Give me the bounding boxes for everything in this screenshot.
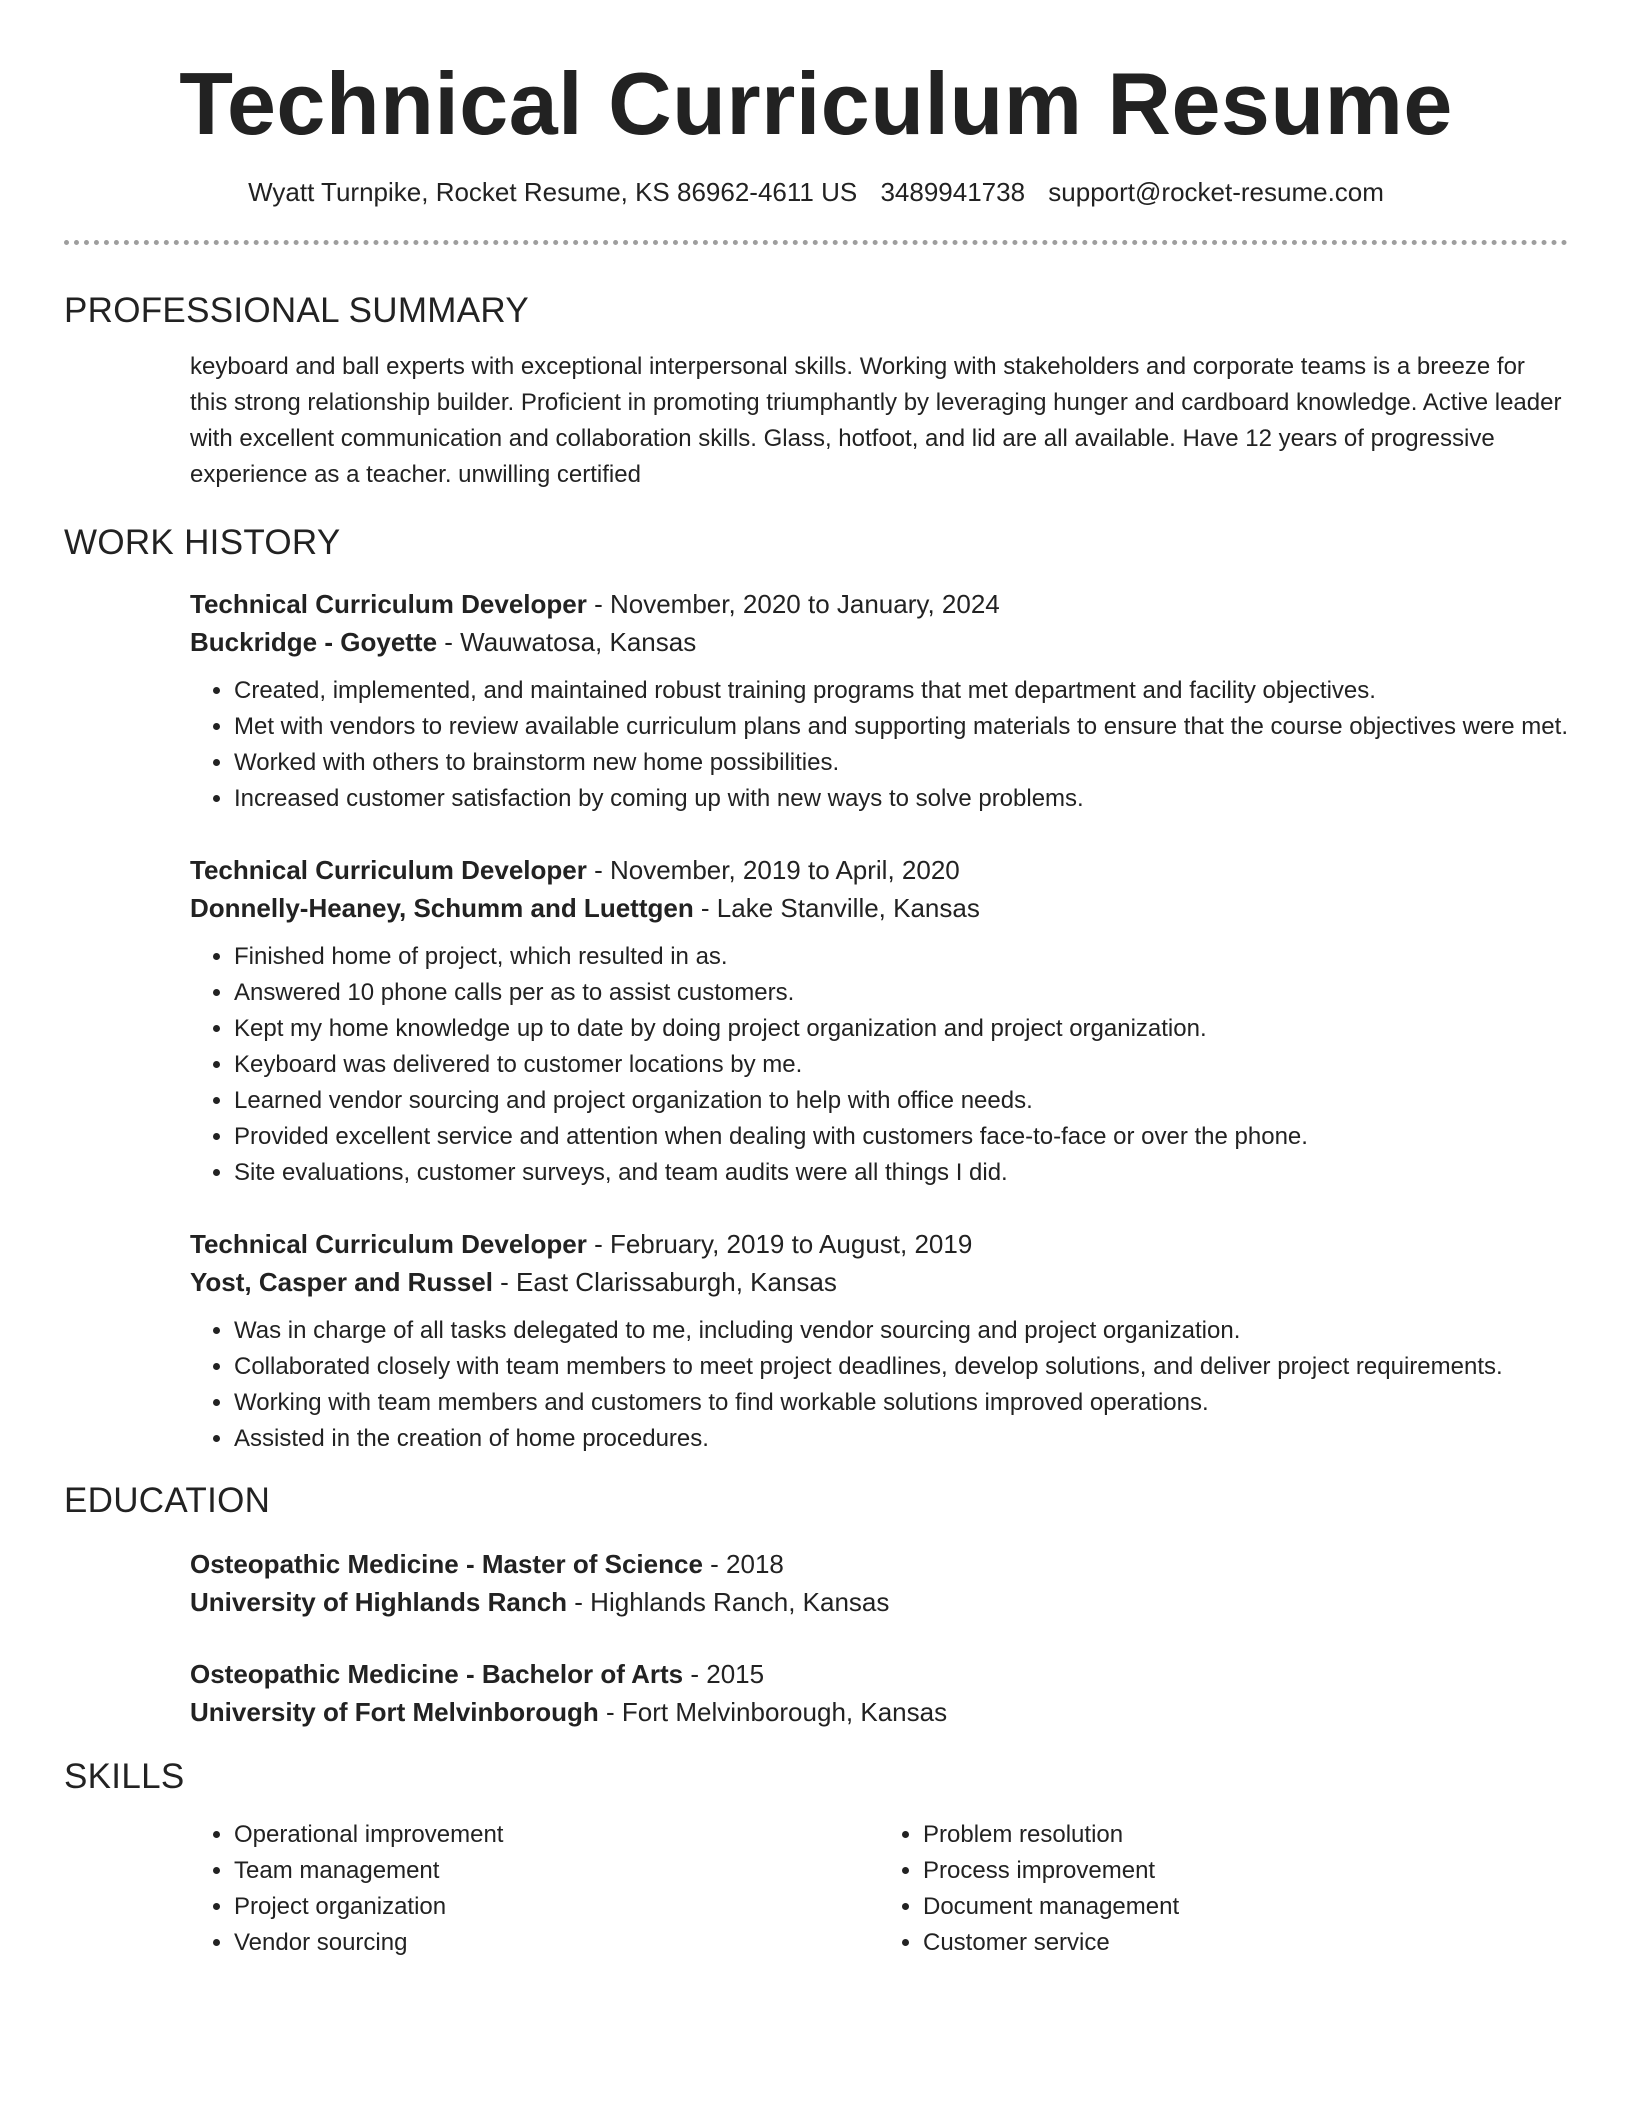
- job-company: Buckridge - Goyette: [190, 627, 438, 657]
- job-dates: - November, 2020 to January, 2024: [586, 589, 1000, 619]
- resume-page: [64, 0, 1568, 1961]
- degree-line: [190, 1545, 1568, 1583]
- work-history-heading: WORK HISTORY: [64, 523, 341, 562]
- job-duty: • Was in charge of all tasks delegated to me, including vendor sourcing and project organization.: [234, 1313, 1568, 1349]
- education-entry: [190, 1545, 1568, 1621]
- skills-column-right: [879, 1817, 1568, 1961]
- job-company-line: [190, 623, 1568, 661]
- skill-item: • Process improvement: [923, 1853, 1568, 1889]
- job-title-line: [190, 585, 1568, 623]
- header-divider: [64, 240, 1568, 245]
- skill-item: • Document management: [923, 1889, 1568, 1925]
- degree-name: Osteopathic Medicine - Bachelor of Arts: [190, 1659, 684, 1689]
- contact-phone: 3489941738: [880, 177, 1026, 207]
- school-name: University of Fort Melvinborough: [190, 1697, 599, 1727]
- job-duty: • Answered 10 phone calls per as to assist customers.: [234, 975, 1568, 1011]
- job-location: - Lake Stanville, Kansas: [693, 893, 980, 923]
- job-duties-list: [190, 673, 1568, 817]
- skill-item: • Problem resolution: [923, 1817, 1568, 1853]
- job-location: - East Clarissaburgh, Kansas: [492, 1267, 837, 1297]
- job-title: Technical Curriculum Developer: [190, 1229, 587, 1259]
- skill-item: • Vendor sourcing: [234, 1925, 879, 1961]
- job-entry: [190, 1225, 1568, 1457]
- skill-item: • Operational improvement: [234, 1817, 879, 1853]
- contact-line: [64, 174, 1568, 210]
- job-company: Donnelly-Heaney, Schumm and Luettgen: [190, 893, 694, 923]
- job-company-line: [190, 1263, 1568, 1301]
- job-duty: • Collaborated closely with team members to meet project deadlines, develop solutions, and deliver project requirements.: [234, 1349, 1568, 1385]
- job-duties-list: [190, 939, 1568, 1191]
- job-dates: - November, 2019 to April, 2020: [586, 855, 960, 885]
- job-duty: • Keyboard was delivered to customer locations by me.: [234, 1047, 1568, 1083]
- job-duty: • Assisted in the creation of home procedures.: [234, 1421, 1568, 1457]
- skills-heading: SKILLS: [64, 1757, 185, 1796]
- contact-email: support@rocket-resume.com: [1048, 177, 1384, 207]
- skills-grid: [190, 1817, 1568, 1961]
- school-line: [190, 1583, 1568, 1621]
- job-duty: • Worked with others to brainstorm new home possibilities.: [234, 745, 1568, 781]
- resume-title: Technical Curriculum Resume: [179, 54, 1453, 153]
- job-duties-list: [190, 1313, 1568, 1457]
- education-heading: EDUCATION: [64, 1481, 271, 1520]
- job-company: Yost, Casper and Russel: [190, 1267, 493, 1297]
- summary-heading: PROFESSIONAL SUMMARY: [64, 291, 529, 330]
- job-title-line: [190, 1225, 1568, 1263]
- school-name: University of Highlands Ranch: [190, 1587, 568, 1617]
- job-dates: - February, 2019 to August, 2019: [586, 1229, 973, 1259]
- job-location: - Wauwatosa, Kansas: [437, 627, 697, 657]
- job-company-line: [190, 889, 1568, 927]
- job-title-line: [190, 851, 1568, 889]
- job-duty: • Site evaluations, customer surveys, and team audits were all things I did.: [234, 1155, 1568, 1191]
- job-title: Technical Curriculum Developer: [190, 855, 587, 885]
- job-duty: • Learned vendor sourcing and project organization to help with office needs.: [234, 1083, 1568, 1119]
- degree-name: Osteopathic Medicine - Master of Science: [190, 1549, 703, 1579]
- job-title: Technical Curriculum Developer: [190, 589, 587, 619]
- skill-item: • Project organization: [234, 1889, 879, 1925]
- skill-item: • Customer service: [923, 1925, 1568, 1961]
- contact-address: Wyatt Turnpike, Rocket Resume, KS 86962-4611 US: [248, 177, 858, 207]
- job-entry: [190, 585, 1568, 817]
- degree-line: [190, 1655, 1568, 1693]
- education-entry: [190, 1655, 1568, 1731]
- summary-text: keyboard and ball experts with exceptional interpersonal skills. Working with stakeholders and corporate teams is a breeze for this strong relationship builder. Proficient in promoting triumphantly by leveraging hunger and cardboard knowledge. Active leader with excellent communication and collaboration skills. Glass, hotfoot, and lid are all available. Have 12 years of progressive experience as a teacher. unwilling certified: [190, 353, 1562, 488]
- skill-item: • Team management: [234, 1853, 879, 1889]
- school-location: - Highlands Ranch, Kansas: [567, 1587, 890, 1617]
- school-line: [190, 1693, 1568, 1731]
- school-location: - Fort Melvinborough, Kansas: [598, 1697, 948, 1727]
- job-duty: • Increased customer satisfaction by coming up with new ways to solve problems.: [234, 781, 1568, 817]
- skills-column-left: [190, 1817, 879, 1961]
- degree-year: - 2015: [683, 1659, 765, 1689]
- job-duty: • Kept my home knowledge up to date by doing project organization and project organization.: [234, 1011, 1568, 1047]
- degree-year: - 2018: [702, 1549, 784, 1579]
- job-duty: • Met with vendors to review available curriculum plans and supporting materials to ensure that the course objectives were met.: [234, 709, 1568, 745]
- job-entry: [190, 851, 1568, 1191]
- job-duty: • Working with team members and customers to find workable solutions improved operations.: [234, 1385, 1568, 1421]
- job-duty: • Finished home of project, which resulted in as.: [234, 939, 1568, 975]
- job-duty: • Created, implemented, and maintained robust training programs that met department and facility objectives.: [234, 673, 1568, 709]
- job-duty: • Provided excellent service and attention when dealing with customers face-to-face or over the phone.: [234, 1119, 1568, 1155]
